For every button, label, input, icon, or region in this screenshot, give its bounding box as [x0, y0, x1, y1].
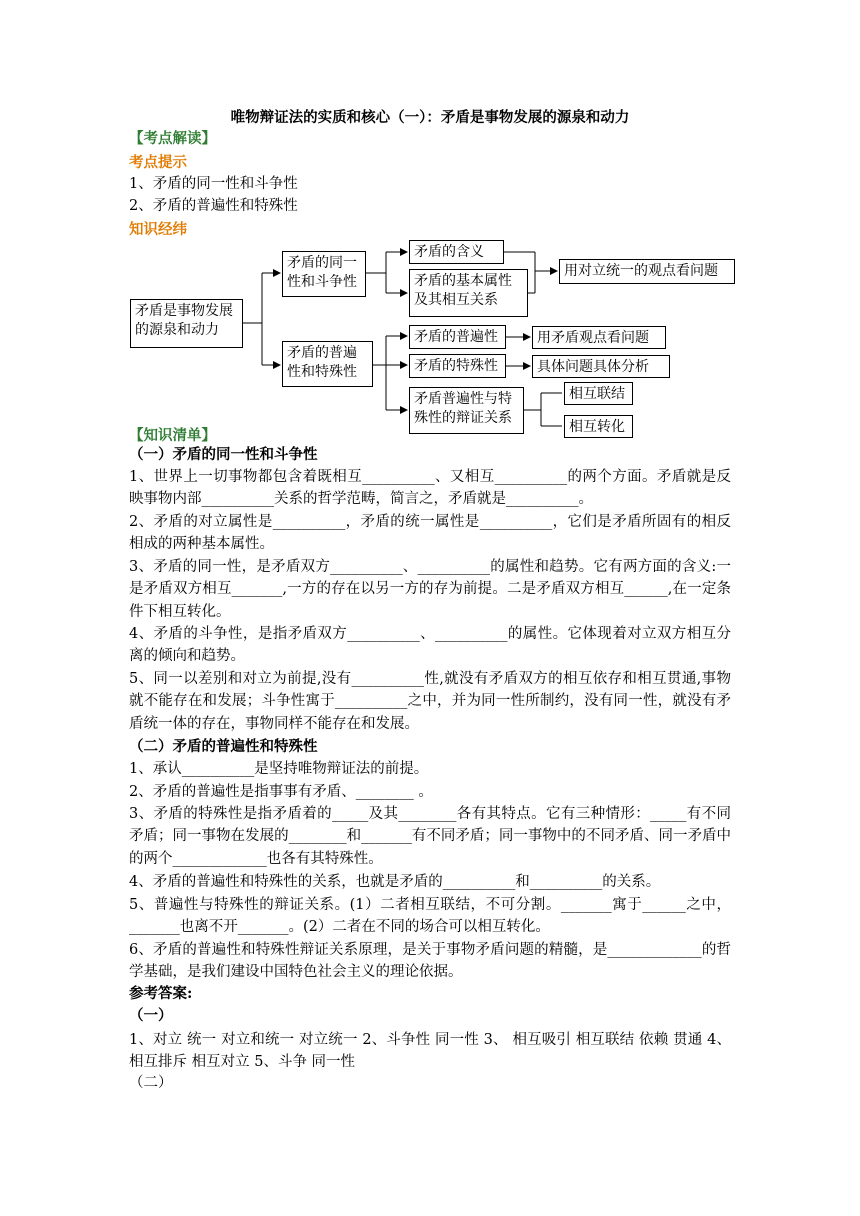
diagram-node-mutual-transformation: [564, 415, 633, 438]
diagram-node-line: 及其相互关系: [414, 292, 498, 308]
diagram-branch-line: 矛盾的普遍: [287, 345, 357, 361]
diagram-node-line: 殊性的辩证关系: [414, 410, 512, 426]
part1-item: 3、矛盾的同一性，是矛盾双方__________、__________的属性和趋势。它有两方面的含义:一是矛盾双方相互_______,一方的存在以另一方的存为前提。二是矛盾双方相互______,在一定条件下相互转化。: [129, 559, 731, 620]
diagram-branch-line: 性和特殊性: [287, 364, 357, 380]
part1-heading: （一）矛盾的同一性和斗争性: [129, 446, 318, 463]
part2-item: 4、矛盾的普遍性和特殊性的关系，也就是矛盾的__________和__________的关系。: [129, 874, 661, 890]
diagram-branch-line: 性和斗争性: [287, 274, 357, 290]
diagram-node-label: 矛盾的含义: [414, 244, 484, 260]
part1-item: 5、同一以差别和对立为前提,没有__________性,就没有矛盾双方的相互依存和相互贯通,事物就不能存在和发展；斗争性寓于__________之中，并为同一性所制约，没有同一性，就没有矛盾统一体的存在，事物同样不能存在和发展。: [129, 671, 731, 732]
diagram-node-label: 具体问题具体分析: [537, 359, 649, 375]
diagram-node-mutual-connection: [564, 382, 633, 405]
answers-part1-heading: （一）: [129, 1007, 173, 1024]
answers-part2-heading: （二）: [129, 1075, 173, 1091]
diagram-node-line: 矛盾普遍性与特: [414, 391, 512, 407]
diagram-node-line: 矛盾的基本属性: [414, 273, 512, 289]
diagram-node-label: 用矛盾观点看问题: [537, 330, 649, 346]
part2-item: 3、矛盾的特殊性是指矛盾着的_____及其________各有其特点。它有三种情形：_____有不同矛盾；同一事物在发展的________和_______有不同矛盾；同一事物中的不同矛盾、同一矛盾中的两个_____________也各有其特殊性。: [129, 806, 731, 867]
part2-item: 2、矛盾的普遍性是指事事有矛盾、________ 。: [129, 784, 433, 800]
diagram-branch-unity-struggle: [282, 251, 366, 297]
diagram-branch-line: 矛盾的同一: [287, 255, 357, 271]
section-kaodian-jiedu: 【考点解读】: [129, 130, 216, 147]
diagram-root-line: 的源泉和动力: [135, 322, 219, 338]
diagram-root-line: 矛盾是事物发展: [135, 303, 233, 319]
section-kaodian-tishi: 考点提示: [129, 154, 187, 171]
section-zhishi-jingwei: 知识经纬: [129, 221, 187, 238]
diagram-node-contradiction-meaning: [409, 240, 504, 264]
answers-heading: 参考答案:: [129, 985, 193, 1002]
diagram-node-dialectical-relation: [409, 387, 524, 434]
diagram-node-label: 相互联结: [569, 386, 625, 402]
part2-item: 6、矛盾的普遍性和特殊性辩证关系原理，是关于事物矛盾问题的精髓，是_____________的哲学基础，是我们建设中国特色社会主义的理论依据。: [129, 942, 731, 981]
diagram-node-unity-of-opposites-view: [559, 259, 735, 284]
diagram-node-label: 矛盾的特殊性: [414, 358, 498, 374]
diagram-root-node: [130, 299, 243, 348]
diagram-node-label: 用对立统一的观点看问题: [564, 263, 718, 279]
diagram-node-concrete-analysis: [532, 355, 670, 378]
tishi-item: 1、矛盾的同一性和斗争性: [129, 176, 298, 192]
diagram-node-particularity: [409, 354, 506, 378]
part1-item: 4、矛盾的斗争性，是指矛盾双方__________、__________的属性。它体现着对立双方相互分离的倾向和趋势。: [129, 626, 731, 665]
diagram-connectors: [0, 0, 860, 450]
part2-item: 1、承认__________是坚持唯物辩证法的前提。: [129, 761, 429, 777]
part1-item: 2、矛盾的对立属性是__________，矛盾的统一属性是__________，它们是矛盾所固有的相反相成的两种基本属性。: [129, 514, 731, 553]
part2-item: 5、普遍性与特殊性的辩证关系。(1）二者相互联结，不可分割。_______寓于______之中，_______也离不开_______。(2）二者在不同的场合可以相互转化。: [129, 897, 731, 936]
diagram-node-label: 矛盾的普遍性: [414, 329, 498, 345]
tishi-item: 2、矛盾的普遍性和特殊性: [129, 198, 298, 214]
section-zhishi-qingdan: 【知识清单】: [129, 427, 216, 444]
answers-part1-text: 1、对立 统一 对立和统一 对立统一 2、斗争性 同一性 3、 相互吸引 相互联结 依赖 贯通 4、相互排斥 相互对立 5、斗争 同一性: [129, 1032, 731, 1071]
diagram-branch-universality-particularity: [282, 341, 373, 387]
diagram-node-basic-attributes: [409, 269, 528, 317]
page-title: 唯物辩证法的实质和核心（一）：矛盾是事物发展的源泉和动力: [230, 109, 630, 126]
part2-heading: （二）矛盾的普遍性和特殊性: [129, 738, 318, 755]
diagram-node-contradiction-viewpoint: [532, 326, 666, 349]
diagram-node-label: 相互转化: [569, 419, 625, 435]
part1-item: 1、世界上一切事物都包含着既相互__________、又相互__________的两个方面。矛盾就是反映事物内部__________关系的哲学范畴，简言之，矛盾就是__________。: [129, 469, 731, 508]
diagram-node-universality: [409, 325, 506, 349]
